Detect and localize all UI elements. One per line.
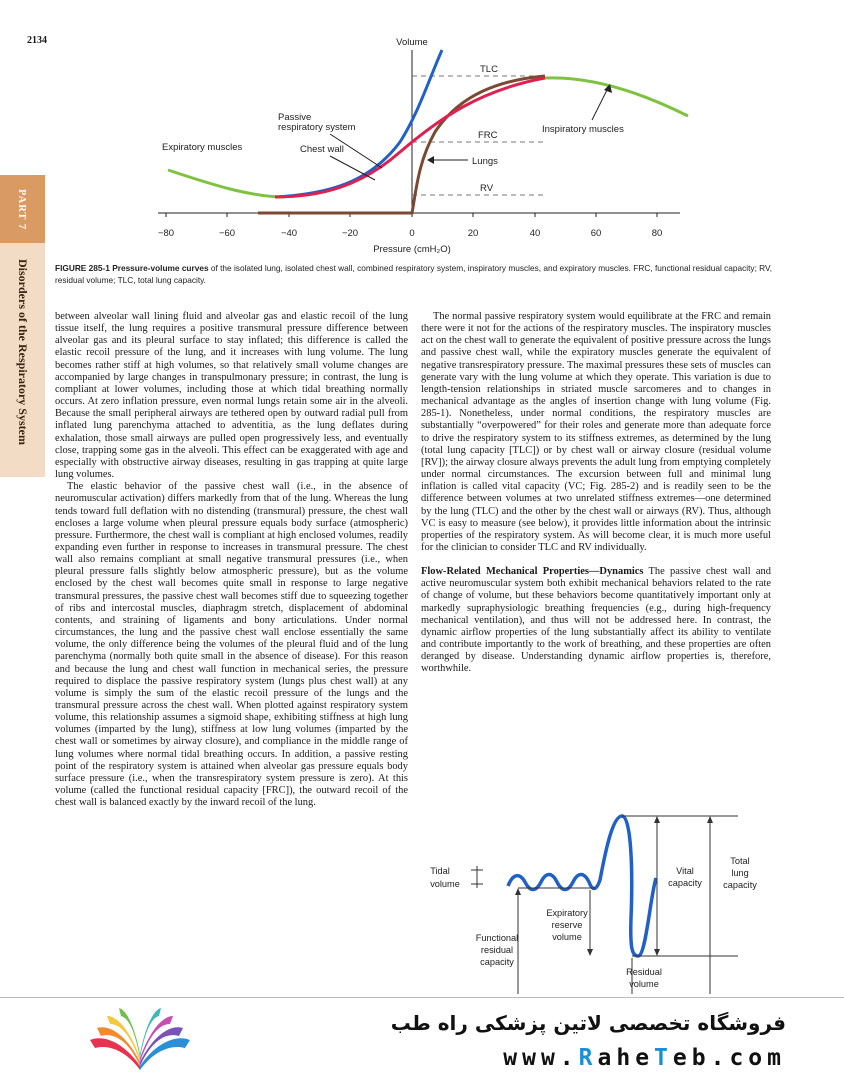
caption-title: Pressure-volume curves [112,263,209,273]
erv-label: volume [552,932,582,942]
url-part: eb.com [672,1045,786,1071]
passive-respiratory-system-curve [275,78,545,197]
website-url[interactable] [503,1045,786,1071]
expiratory-muscles-curve [168,170,285,197]
figure-lung-volumes [420,808,775,996]
caption-text: of the isolated lung, isolated chest wall, combined respiratory system, inspiratory muscles, and expiratory muscles. FRC, functional residual capacity; RV, residual volume; TLC, total lung capacity. [55,263,773,285]
section-label: Disorders of the Respiratory System [16,259,30,445]
expiratory-muscles-label: Expiratory muscles [162,142,243,153]
erv-label: reserve [551,920,583,930]
tidal-volume-label: Tidal [430,866,450,876]
inspiratory-muscles-curve [545,78,688,116]
tidal-volume-label: volume [430,879,460,889]
side-tab [0,175,45,477]
tlc-label: TLC [480,64,498,75]
x-tick-label: −60 [218,228,236,239]
erv-label: Expiratory [546,908,588,918]
inspiratory-muscles-label: Inspiratory muscles [542,124,624,135]
part-label: PART 7 [16,189,27,231]
url-part: www. [503,1045,579,1071]
chest-wall-label: Chest wall [300,144,344,155]
url-part: ahe [597,1045,655,1071]
book-logo-icon [85,1004,195,1074]
x-tick-label: 40 [529,228,541,239]
x-axis-label: Pressure (cmH₂O) [373,244,451,255]
tlc-label: Total [730,856,750,866]
frc-label: residual [480,945,514,955]
erv-arrowhead-bottom [587,949,593,956]
figure-caption [55,263,775,286]
tlc-label: capacity [723,880,757,890]
paragraph: The elastic behavior of the passive chest wall (i.e., in the absence of neuromuscular activation) differs markedly from that of the lung. Whereas the lung tends toward full deflation with no distending (transmural) pressure, the chest wall encloses a large volume when pleural pressure equals body surface (atmospheric) pressure. Furthermore, the chest wall is compliant at high enclosed volumes, readily expanding even further in response to increases in transmural pressure. The chest wall also remains compliant at small negative transmural pressures (i.e., when pleural pressure falls slightly below atmospheric pressure), but as the volume enclosed by the chest wall becomes quite small in response to large negative transmural pressures, the passive chest wall becomes stiff due to squeezing together of ribs and intercostal muscles, diaphragm stretch, displacement of abdominal contents, and straining of ligaments and bony articulations. Under normal circumstances, the lung and the passive chest wall enclose essentially the same volume, the only difference being the volumes of the pleural fluid and of the lung parenchyma (normally both quite small in the absence of disease). For this reason and because the lung and chest wall function in mechanical series, the pressure required to displace the passive respiratory system (lungs plus chest wall) at any volume is simply the sum of the elastic recoil pressure of the lungs and the transmural pressure across the chest wall. When plotted against respiratory system volume, this relationship assumes a sigmoid shape, exhibiting stiffness at high lung volumes (imparted by the lung), stiffness at low lung volumes (imparted by the chest wall or sometimes by airway closure), and compliance in the middle range of lung volumes where normal tidal breathing occurs. In addition, a passive resting point of the respiratory system is attained when alveolar gas pressure equals body surface pressure (i.e., when the transrespiratory system pressure is zero). At this volume (called the functional residual capacity [FRC]), the outward recoil of the chest wall is balanced exactly by the inward recoil of the lung. [55,481,408,809]
lungs-label: Lungs [472,156,498,167]
frc-label: capacity [480,957,514,967]
figure-pressure-volume-curves [150,32,695,262]
tlc-arrowhead-top [707,816,713,823]
watermark-footer [0,997,844,1081]
part-tab [0,175,45,243]
paragraph-text: The passive chest wall and active neuromuscular system both exhibit mechanical behaviors related to the rate of change of volume, but these behaviors become quantitatively important only at markedly supraphysiologic breathing frequencies (e.g., during high-frequency mechanical ventilation), and thus will not be addressed here. In contrast, the dynamic airflow properties of the lung substantially affect its ability to ventilate and contribute importantly to the work of breathing, and these properties are often deranged by disease. Understanding dynamic airflow properties is, therefore, worthwhile. [421,566,771,675]
x-tick-label: 20 [467,228,479,239]
caption-label: FIGURE 285-1 [55,263,110,273]
y-axis-label: Volume [396,37,428,48]
x-tick-label: −20 [341,228,359,239]
rv-label: RV [480,183,494,194]
tlc-label: lung [731,868,749,878]
paragraph [421,566,771,675]
frc-label: Functional [475,933,519,943]
x-tick-label: −80 [157,228,175,239]
inspiratory-arrow [592,90,607,120]
x-tick-label: 60 [590,228,602,239]
x-tick-label: −40 [280,228,298,239]
right-column [421,311,771,676]
left-column [55,311,408,809]
paragraph: The normal passive respiratory system would equilibrate at the FRC and remain there were it not for the actions of the respiratory muscles. The inspiratory muscles act on the chest wall to generate the equivalent of positive pressure across the lungs and passive chest wall, while the expiratory muscles generate the equivalent of negative transrespiratory pressure. The maximal pressures these sets of muscles can generate vary with the lung volume at which they operate. This variation is due to length-tension relationships in striated muscle sarcomeres and to changes in mechanical advantage as the angles of insertion change with lung volume (Fig. 285-1). Nonetheless, under normal conditions, the respiratory muscles are substantially “overpowered” for their roles and generate more than adequate force to drive the respiratory system to its stiffness extremes, as determined by the lung (total lung capacity [TLC]) or by chest wall or airway closure (residual volume [RV]); the airway closure always prevents the adult lung from emptying completely under normal circumstances. The excursion between full and minimal lung inflation is called vital capacity (VC; Fig. 285-2) and is readily seen to be the difference between volumes at two unrelated stiffness extremes—one determined by the lung (TLC) and the other by the chest wall or airways (RV). Thus, although VC is easy to measure (see below), it provides little information about the intrinsic properties of the respiratory system. As will become clear, it is much more useful for the clinician to consider TLC and RV individually. [421,311,771,553]
page-number: 2134 [27,35,47,46]
lungs-arrowhead [427,156,434,164]
section-subheading: Flow-Related Mechanical Properties—Dynamics [421,566,644,578]
url-part: R [578,1045,598,1071]
url-part: T [654,1045,673,1071]
passive-label-line2: respiratory system [278,122,356,133]
x-tick-label: 0 [409,228,415,239]
spirogram-trace [508,816,656,956]
rv-label: Residual [626,967,662,977]
vc-label: Vital [676,866,694,876]
vc-arrowhead-top [654,816,660,823]
x-tick-label: 80 [651,228,663,239]
paragraph: between alveolar wall lining fluid and alveolar gas and elastic recoil of the lung tissue itself, the lung requires a positive transmural pressure difference between alveolar gas and its pleural surface to stay inflated; this difference is called the elastic recoil pressure of the lung, and it increases with lung volume. The lung becomes rather stiff at high volumes, so that relatively small volume changes are accompanied by large changes in transpulmonary pressure; in contrast, the lung is compliant at lower volumes, including those at which tidal breathing normally occurs. At zero inflation pressure, even normal lungs retain some air in the alveoli. Because the small peripheral airways are tethered open by outward radial pull from inflated lung parenchyma attached to adventitia, as the lung deflates during exhalation, those small airways are pulled open progressively less, and eventually close, trapping some gas in the alveoli. This effect can be exaggerated with age and especially with obstructive airway diseases, resulting in gas trapping at quite large lung volumes. [55,311,408,481]
shop-name: فروشگاه تخصصی لاتین پزشکی راه طب [390,1011,786,1035]
rv-label: volume [629,979,659,989]
vc-label: capacity [668,878,702,888]
frc-label: FRC [478,130,498,141]
vc-arrowhead-bottom [654,949,660,956]
frc-arrowhead-top [515,888,521,895]
passive-label: Passive [278,112,312,123]
